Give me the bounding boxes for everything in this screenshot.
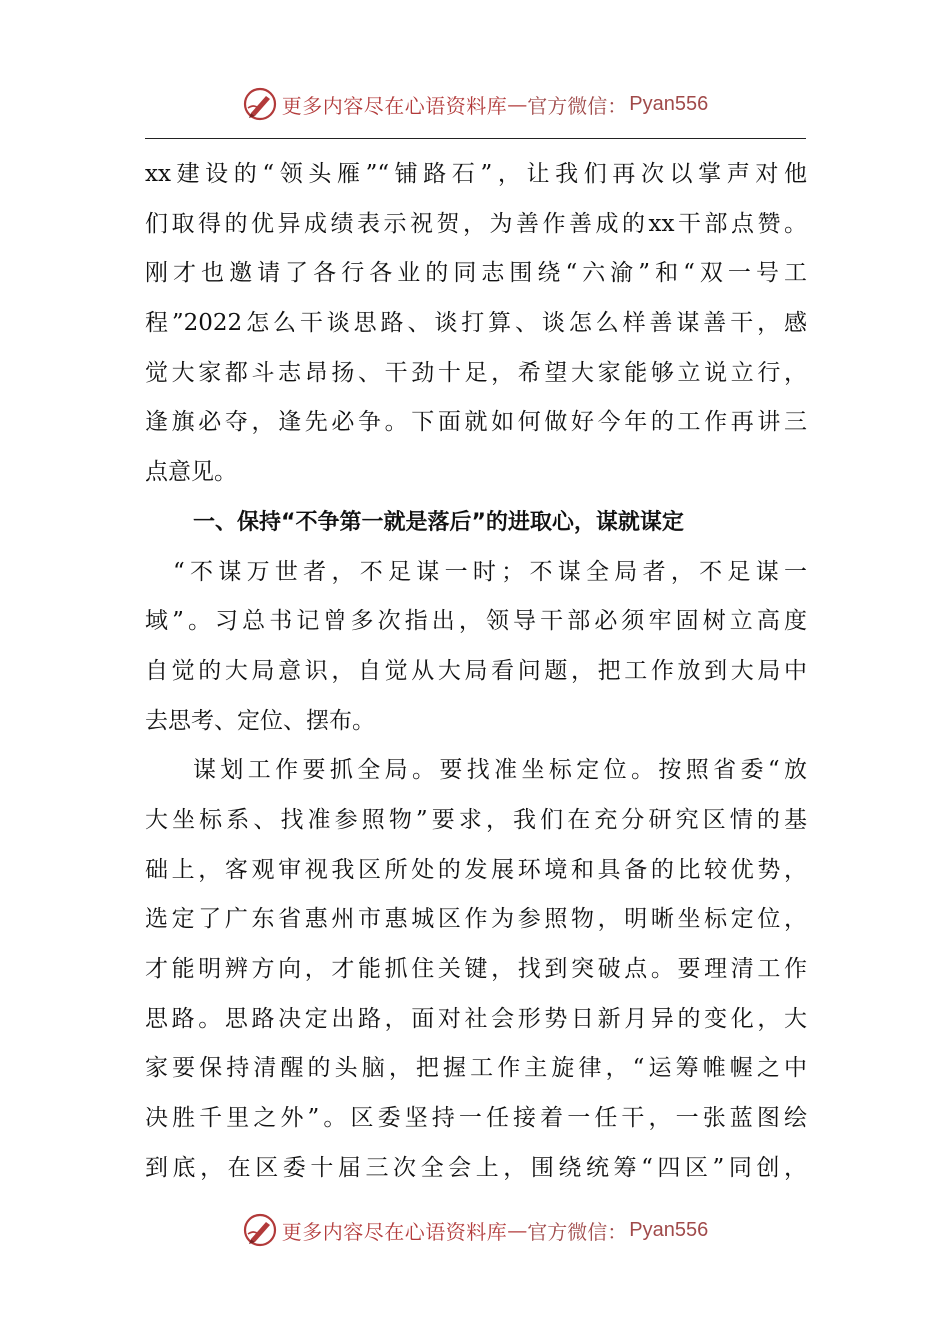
text-line: 才能明辨方向，才能抓住关键，找到突破点。要理清工作	[145, 956, 807, 982]
text-line: 去思考、定位、摆布。	[145, 707, 375, 734]
pen-logo-icon	[242, 86, 278, 122]
text-line: 觉大家都斗志昂扬、干劲十足，希望大家能够立说立行，	[145, 359, 807, 386]
document-body	[145, 150, 807, 1193]
text-line: xx建设的“领头雁”“铺路石”，让我们再次以掌声对他	[145, 161, 807, 187]
text-line: “不谋万世者，不足谋一时；不谋全局者，不足谋一	[173, 558, 807, 585]
paragraph-2	[145, 548, 807, 747]
section-heading-1: 一、保持“不争第一就是落后”的进取心，谋就谋定	[193, 509, 684, 535]
text-line: 家要保持清醒的头脑，把握工作主旋律，“运筹帷幄之中	[145, 1055, 807, 1082]
footer-banner	[0, 1210, 950, 1250]
paragraph-1	[145, 150, 807, 498]
banner-wechat-label: 官方微信：	[527, 1219, 628, 1244]
banner-dash: —	[507, 1218, 528, 1242]
text-line: 思路。思路决定出路，面对社会形势日新月异的变化，大	[145, 1005, 807, 1032]
banner-main-text: 更多内容尽在心语资料库	[281, 1219, 508, 1244]
text-line: 谋划工作要抓全局。要找准坐标定位。按照省委“放	[193, 757, 807, 784]
text-line: 点意见。	[145, 459, 237, 486]
text-line: 们取得的优异成绩表示祝贺，为善作善成的xx干部点赞。	[145, 210, 807, 237]
banner-wechat-id: Pyan556	[629, 92, 709, 115]
banner-dash: —	[507, 92, 528, 116]
text-line: 础上，客观审视我区所处的发展环境和具备的比较优势，	[145, 856, 807, 883]
text-line: 程”2022怎么干谈思路、谈打算、谈怎么样善谋善干，感	[145, 310, 807, 337]
text-line: 域”。习总书记曾多次指出，领导干部必须牢固树立高度	[145, 608, 807, 635]
text-line: 刚才也邀请了各行各业的同志围绕“六渝”和“双一号工	[145, 260, 807, 287]
text-line: 选定了广东省惠州市惠城区作为参照物，明晰坐标定位，	[145, 906, 807, 933]
text-line: 到底，在区委十届三次全会上，围绕统筹“四区”同创，	[145, 1154, 807, 1181]
header-banner	[0, 84, 950, 124]
paragraph-3	[145, 746, 807, 1193]
pen-logo-icon	[242, 1212, 278, 1248]
banner-wechat-id: Pyan556	[629, 1218, 709, 1241]
text-line: 逢旗必夺，逢先必争。下面就如何做好今年的工作再讲三	[145, 409, 807, 436]
text-line: 大坐标系、找准参照物”要求，我们在充分研究区情的基	[145, 806, 807, 833]
text-line: 自觉的大局意识，自觉从大局看问题，把工作放到大局中	[145, 657, 807, 684]
banner-main-text: 更多内容尽在心语资料库	[281, 93, 508, 118]
text-line: 决胜千里之外”。区委坚持一任接着一任干，一张蓝图绘	[145, 1105, 807, 1132]
header-divider	[145, 138, 806, 139]
banner-wechat-label: 官方微信：	[527, 93, 628, 118]
